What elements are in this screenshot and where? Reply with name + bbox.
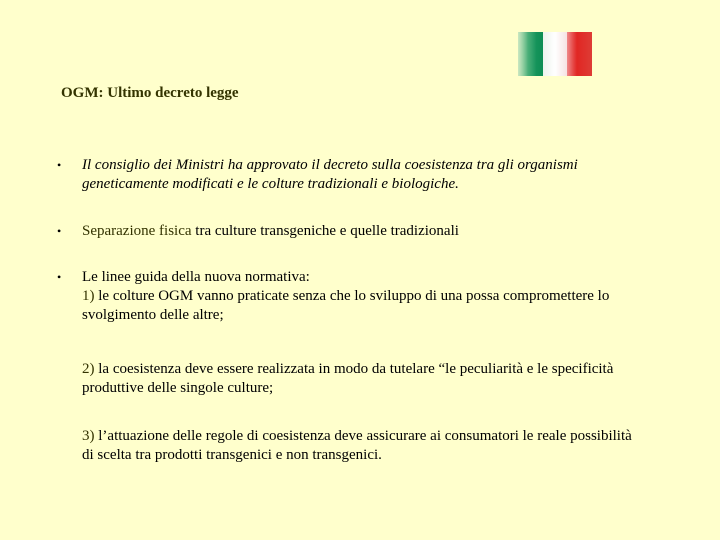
sub-point-2-number: 2)	[82, 361, 95, 377]
separation-rest-text: tra culture transgeniche e quelle tradizionali	[191, 223, 459, 239]
flag-green-stripe	[518, 32, 543, 76]
bullet-text-decree: Il consiglio dei Ministri ha approvato il decreto sulla coesistenza tra gli organismi geneticamente modificati e le colture tradizionali e biologiche.	[82, 157, 578, 192]
sub-point-3-text: l’attuazione delle regole di coesistenza deve assicurare ai consumatori le reale possibilità di scelta tra prodotti transgenici e non transgenici.	[82, 428, 632, 463]
sub-point-1-text: le colture OGM vanno praticate senza che lo sviluppo di una possa compromettere lo svolgimento delle altre;	[82, 288, 610, 323]
sub-point-3-number: 3)	[82, 428, 95, 444]
sub-point-1-number: 1)	[82, 288, 95, 304]
highlight-separazione-fisica: Separazione fisica	[82, 223, 192, 239]
sub-point-2-text: la coesistenza deve essere realizzata in modo da tutelare “le peculiarità e le specificità produttive delle singole culture;	[82, 361, 614, 396]
bullet-marker: •	[57, 270, 62, 284]
flag-red-stripe	[567, 32, 592, 76]
guidelines-intro: Le linee guida della nuova normativa:	[82, 269, 310, 285]
sub-point-2	[82, 360, 642, 398]
bullet-marker: •	[57, 224, 62, 238]
sub-point-3	[82, 427, 642, 465]
slide-title: OGM: Ultimo decreto legge	[61, 85, 239, 101]
bullet-marker: •	[57, 158, 62, 172]
flag-white-stripe	[543, 32, 568, 76]
guidelines-block	[82, 268, 642, 325]
italian-flag-image	[518, 32, 592, 76]
bullet-text-separation	[82, 222, 642, 241]
